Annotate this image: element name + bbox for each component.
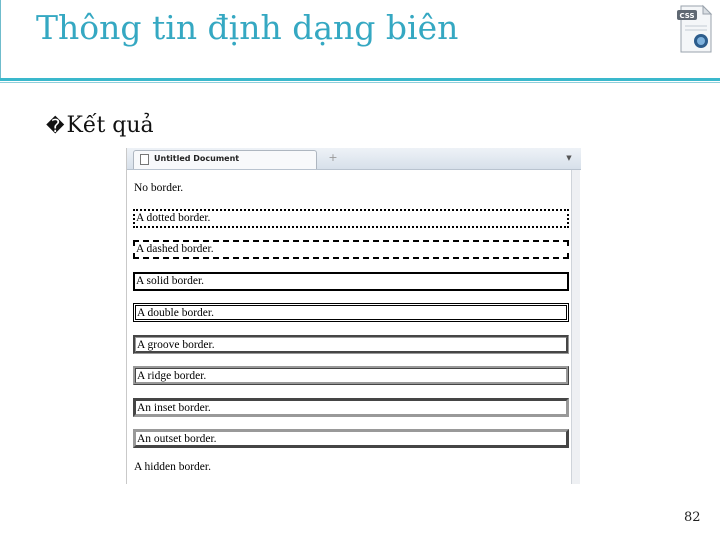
tab-title: Untitled Document [154,154,240,163]
document-icon [140,154,149,165]
vertical-scrollbar[interactable] [571,170,580,484]
browser-tab-bar [127,148,581,170]
browser-screenshot [126,148,581,484]
result-bullet [46,113,154,138]
slide-title: Thông tin định dạng biên [36,8,459,47]
css-label: CSS [679,12,695,20]
tab-list-button[interactable]: ▼ [566,154,572,162]
bullet-glyph: � [46,116,65,137]
border-example-dotted: A dotted border. [133,209,569,228]
border-example-none: No border. [134,182,184,194]
border-example-inset: An inset border. [133,398,569,417]
border-example-outset: An outset border. [133,429,569,448]
left-accent-rule [0,0,1,78]
border-example-groove: A groove border. [133,335,569,354]
browser-tab[interactable] [133,150,317,169]
border-example-dashed: A dashed border. [133,240,569,259]
css-file-icon [675,4,715,54]
border-example-ridge: A ridge border. [133,366,569,385]
border-example-double: A double border. [133,303,569,322]
new-tab-button[interactable]: + [328,151,338,164]
border-example-solid: A solid border. [133,272,569,291]
bullet-text: Kết quả [66,113,154,138]
border-example-hidden: A hidden border. [134,461,211,473]
title-underline-thin [0,82,720,83]
page-number: 82 [684,510,701,525]
title-underline [0,78,720,81]
